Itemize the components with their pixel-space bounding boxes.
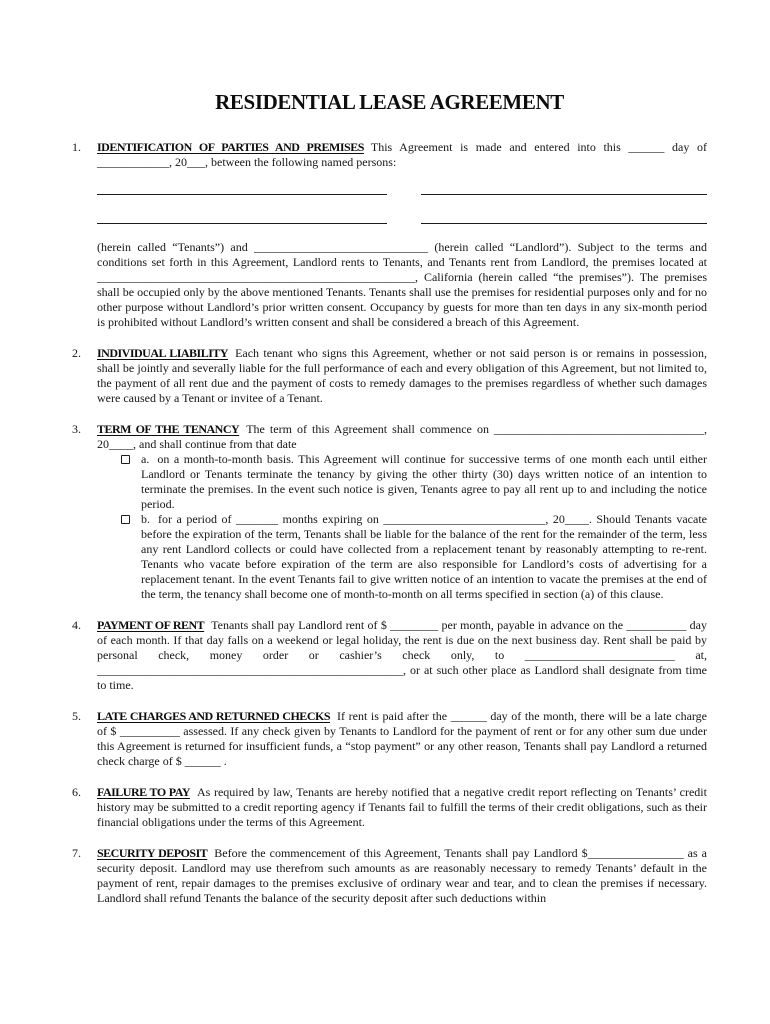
section-failure-to-pay xyxy=(72,785,707,830)
section-text: (herein called “Tenants”) and _____________________________ (herein called “Landlord”). Subject to the terms and conditions set forth in this Agreement, Landlord rents to Tenants, and Tenants rent from Landlord, the premises located at _____________________________________________________, California (herein called “the premises”). The premises shall be occupied only by the above mentioned Tenants. Tenants shall use the premises for residential purposes only and for no other purpose without Landlord’s prior written consent. Occupancy by guests for more than ten days in any six-month period is prohibited without Landlord’s written consent and shall be considered a breach of this Agreement. xyxy=(97,240,707,329)
section-number: 2. xyxy=(72,346,81,360)
option-paragraph xyxy=(141,512,707,602)
name-blank-line xyxy=(421,223,707,224)
checkbox-icon xyxy=(121,455,130,464)
name-blank-line xyxy=(421,194,707,195)
option-text: on a month-to-month basis. This Agreement will continue for successive terms of one month each until either Landlord or Tenants terminate the tenancy by giving the other thirty (30) days written notice of an intention to terminate the premises. In the event such notice is given, Tenants agree to pay all rent up to and including the notice period. xyxy=(141,452,707,511)
section-text: As required by law, Tenants are hereby notified that a negative credit report reflecting on Tenants’ credit history may be submitted to a credit reporting agency if Tenants fail to fulfill the terms of their credit obligations, such as their financial obligations under the terms of this Agreement. xyxy=(97,785,707,829)
section-number: 1. xyxy=(72,140,81,154)
document-title: RESIDENTIAL LEASE AGREEMENT xyxy=(215,90,564,114)
option-paragraph xyxy=(141,452,707,512)
section-late-charges xyxy=(72,709,707,769)
section-content xyxy=(97,785,707,830)
section-text: This Agreement is made and entered into this ______ day of ____________, 20___, between the following named persons: xyxy=(97,140,707,169)
section-term-of-tenancy xyxy=(72,422,707,602)
option-text: for a period of _______ months expiring on ___________________________, 20____. Should Tenants vacate before the expiration of the term, Tenants shall be liable for the balance of the rent for the remainder of the term, less any rent Landlord collects or could have collected from a replacement tenant by reasonably attempting to re-rent. Tenants who vacate before expiration of the term are also responsible for Landlord’s costs of advertising for a replacement tenant. In the event Tenants fail to give written notice of an intention to vacate the premises at the end of the term, the tenancy shall become one of month-to-month on all terms specified in section (a) of this clause. xyxy=(141,512,707,601)
section-content xyxy=(97,846,707,906)
section-content xyxy=(97,422,707,602)
name-blank-row xyxy=(97,194,707,195)
section-text: Tenants shall pay Landlord rent of $ ________ per month, payable in advance on the __________ day of each month. If that day falls on a weekend or legal holiday, the rent is due on the next business day. Rent shall be paid by personal check, money order or cashier’s check only, to _________________________ at, ___________________________________________________, or at such other place as Landlord shall designate from time to time. xyxy=(97,618,707,692)
section-paragraph xyxy=(97,140,707,170)
section-heading: FAILURE TO PAY xyxy=(97,785,190,799)
name-blank-line xyxy=(97,194,387,195)
term-option-a xyxy=(97,452,707,512)
section-text: If rent is paid after the ______ day of the month, there will be a late charge of $ __________ assessed. If any check given by Tenants to Landlord for the payment of rent or for any other sum due under this Agreement is returned for insufficient funds, a “stop payment” or any other reason, Tenants shall pay Landlord a returned check charge of $ ______ . xyxy=(97,709,707,768)
section-content xyxy=(97,709,707,769)
section-identification xyxy=(72,140,707,330)
section-heading: TERM OF THE TENANCY xyxy=(97,422,240,436)
section-number: 4. xyxy=(72,618,81,632)
section-paragraph xyxy=(97,422,707,452)
term-option-b xyxy=(97,512,707,602)
section-text: Each tenant who signs this Agreement, whether or not said person is or remains in possession, shall be jointly and severally liable for the full performance of each and every obligation of this Agreement, but not limited to, the payment of all rent due and the payment of costs to remedy damages to the premises regardless of whether such damages were caused by a Tenant or invitee of a Tenant. xyxy=(97,346,707,405)
section-number: 7. xyxy=(72,846,81,860)
section-content xyxy=(97,346,707,406)
section-payment-of-rent xyxy=(72,618,707,693)
option-label: b. xyxy=(141,512,150,526)
section-paragraph xyxy=(97,346,707,406)
section-heading: IDENTIFICATION OF PARTIES AND PREMISES xyxy=(97,140,364,154)
section-individual-liability xyxy=(72,346,707,406)
section-number: 5. xyxy=(72,709,81,723)
section-text: Before the commencement of this Agreement, Tenants shall pay Landlord $________________ as a security deposit. Landlord may use therefrom such amounts as are reasonably necessary to remedy Tenants’ default in the payment of rent, repair damages to the premises exclusive of ordinary wear and tear, and to clean the premises if necessary. Landlord shall refund Tenants the balance of the security deposit after such deductions within xyxy=(97,846,707,905)
section-heading: INDIVIDUAL LIABILITY xyxy=(97,346,229,360)
section-heading: LATE CHARGES AND RETURNED CHECKS xyxy=(97,709,330,723)
name-blank-line xyxy=(97,223,387,224)
section-content xyxy=(97,140,707,330)
section-content xyxy=(97,618,707,693)
section-heading: PAYMENT OF RENT xyxy=(97,618,205,632)
section-heading: SECURITY DEPOSIT xyxy=(97,846,208,860)
section-paragraph xyxy=(97,785,707,830)
name-blank-row xyxy=(97,223,707,224)
section-paragraph xyxy=(97,846,707,906)
section-security-deposit xyxy=(72,846,707,906)
checkbox-icon xyxy=(121,515,130,524)
section-paragraph xyxy=(97,618,707,693)
section-number: 3. xyxy=(72,422,81,436)
section-number: 6. xyxy=(72,785,81,799)
section-text: The term of this Agreement shall commence on ___________________________________, 20____, and shall continue from that date xyxy=(97,422,708,451)
option-label: a. xyxy=(141,452,150,466)
section-paragraph xyxy=(97,709,707,769)
